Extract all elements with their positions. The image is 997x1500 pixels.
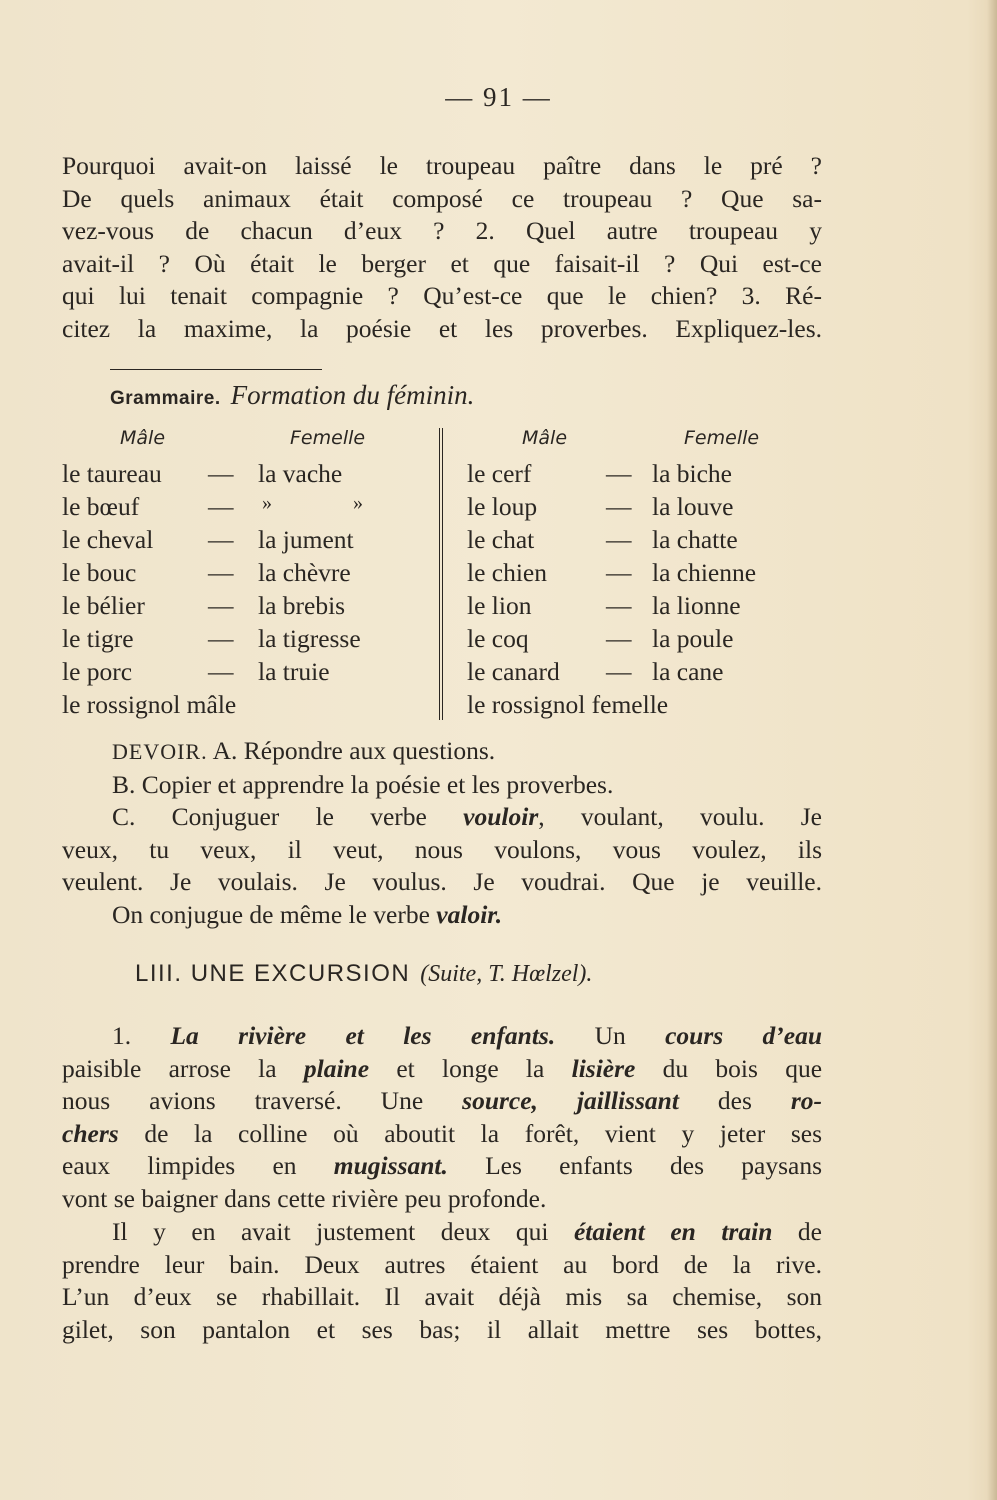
left-male-cell: le porc bbox=[62, 657, 133, 686]
page-edge-shadow bbox=[987, 0, 997, 1500]
right-female-cell: la lionne bbox=[652, 591, 741, 620]
devoir-c-verb: vouloir bbox=[463, 802, 539, 832]
lesson-heading bbox=[135, 960, 592, 988]
questions-line: qui lui tenait compagnie ? Qu’est-ce que le chien? 3. Ré- bbox=[62, 281, 822, 311]
p2-term: étaient en train bbox=[573, 1217, 773, 1246]
right-female-cell: la poule bbox=[652, 624, 734, 653]
p1-term: source, jaillissant bbox=[462, 1086, 679, 1116]
p1-term: lisière bbox=[571, 1053, 636, 1083]
lesson-paragraph-1 bbox=[62, 1020, 822, 1216]
devoir-c-post: , voulant, voulu. Je bbox=[538, 802, 822, 832]
p1-text: du bois que bbox=[662, 1053, 823, 1083]
dash: — bbox=[606, 591, 632, 620]
left-header-female: Femelle bbox=[290, 427, 366, 449]
grammar-label: Grammaire. bbox=[110, 388, 221, 409]
grammar-title bbox=[110, 380, 474, 411]
p1-term: mugissant. bbox=[333, 1151, 448, 1181]
right-male-cell: le loup bbox=[467, 492, 538, 521]
p2-line1 bbox=[62, 1216, 822, 1249]
dash: — bbox=[606, 558, 632, 587]
left-header-male: Mâle bbox=[120, 427, 166, 449]
devoir-a-line bbox=[62, 735, 822, 769]
p2-line3: L’un d’eux se rhabillait. Il avait déjà mis sa chemise, son bbox=[62, 1282, 822, 1312]
p1-line6: vont se baigner dans cette rivière peu profonde. bbox=[62, 1183, 547, 1213]
p2-line2: prendre leur bain. Deux autres étaient au bord de la rive. bbox=[62, 1249, 822, 1279]
p1-text: eaux limpides en bbox=[62, 1151, 297, 1181]
p1-text: et longe la bbox=[396, 1053, 545, 1083]
left-female-cell: la brebis bbox=[258, 591, 346, 620]
devoir-c-line bbox=[62, 801, 822, 834]
devoir-b: B. Copier et apprendre la poésie et les proverbes. bbox=[112, 769, 614, 799]
p1-text: de la colline où aboutit la forêt, vient y jeter ses bbox=[144, 1118, 822, 1148]
devoir-d-line bbox=[62, 899, 822, 932]
devoir-label: DEVOIR. bbox=[112, 739, 208, 764]
dash: — bbox=[208, 558, 234, 587]
questions-line: Pourquoi avait-on laissé le troupeau paître dans le pré ? bbox=[62, 151, 822, 180]
devoir-c-pre: C. Conjuguer le verbe bbox=[112, 802, 427, 832]
p1-term: ro- bbox=[790, 1086, 823, 1116]
p1-line3 bbox=[62, 1085, 822, 1118]
p1-line5 bbox=[62, 1150, 822, 1183]
questions-line: De quels animaux était composé ce troupeau ? Que sa- bbox=[62, 183, 822, 213]
dash: — bbox=[208, 459, 234, 488]
left-female-cell: la vache bbox=[258, 459, 343, 488]
page-number: — 91 — bbox=[445, 82, 552, 112]
devoir-d-verb: valoir. bbox=[436, 899, 503, 929]
right-male-cell: le lion bbox=[467, 591, 532, 620]
right-female-cell: la cane bbox=[652, 657, 724, 686]
left-male-cell: le taureau bbox=[62, 459, 162, 488]
right-male-cell: le chien bbox=[467, 558, 547, 587]
devoir-d-pre: On conjugue de même le verbe bbox=[112, 899, 430, 929]
questions-paragraph bbox=[62, 150, 822, 346]
questions-line: vez-vous de chacun d’eux ? 2. Quel autre troupeau y bbox=[62, 216, 822, 246]
left-male-cell: le bouc bbox=[62, 558, 137, 587]
left-female-cell: la chèvre bbox=[258, 558, 351, 587]
left-female-cell: la jument bbox=[258, 525, 354, 554]
grammar-subtitle: Formation du féminin. bbox=[230, 380, 475, 410]
dash: — bbox=[208, 657, 234, 686]
p1-text: des bbox=[717, 1086, 752, 1116]
p1-term: plaine bbox=[303, 1053, 370, 1083]
dash: — bbox=[208, 492, 234, 521]
left-female-cell: la tigresse bbox=[258, 624, 361, 653]
right-header-female: Femelle bbox=[684, 427, 760, 449]
p1-text: Les enfants des paysans bbox=[485, 1151, 823, 1181]
dash: — bbox=[208, 591, 234, 620]
dash: — bbox=[208, 525, 234, 554]
left-last-row: le rossignol mâle bbox=[62, 690, 237, 719]
p1-line4 bbox=[62, 1118, 822, 1151]
devoir-c-line3: veulent. Je voulais. Je voulus. Je voudrai. Que je veuille. bbox=[62, 867, 822, 897]
left-female-cell: » » bbox=[262, 492, 363, 514]
dash: — bbox=[606, 657, 632, 686]
p1-line1 bbox=[62, 1020, 822, 1053]
p1-line2 bbox=[62, 1053, 822, 1086]
right-female-cell: la chienne bbox=[652, 558, 757, 587]
right-male-cell: le chat bbox=[467, 525, 535, 554]
p2-line4: gilet, son pantalon et ses bas; il allait mettre ses bottes, bbox=[62, 1314, 822, 1344]
right-male-cell: le coq bbox=[467, 624, 529, 653]
table-double-rule bbox=[439, 428, 443, 720]
right-female-cell: la louve bbox=[652, 492, 734, 521]
questions-line: citez la maxime, la poésie et les proverbes. Expliquez-les. bbox=[62, 313, 822, 343]
p1-title: La rivière et les enfants. bbox=[170, 1021, 556, 1050]
p1-text: paisible arrose la bbox=[62, 1053, 277, 1083]
p1-term: chers bbox=[62, 1118, 119, 1148]
right-last-row: le rossignol femelle bbox=[467, 690, 669, 719]
p2-text: de bbox=[797, 1217, 822, 1246]
p1-text: Un bbox=[594, 1021, 626, 1050]
right-header-male: Mâle bbox=[522, 427, 568, 449]
dash: — bbox=[208, 624, 234, 653]
devoir-a: A. Répondre aux questions. bbox=[212, 736, 496, 765]
p2-text: Il y en avait justement deux qui bbox=[112, 1217, 549, 1246]
right-male-cell: le canard bbox=[467, 657, 560, 686]
devoir-c-line2: veux, tu veux, il veut, nous voulons, vous voulez, ils bbox=[62, 834, 822, 864]
dash: — bbox=[606, 624, 632, 653]
questions-line: avait-il ? Où était le berger et que faisait-il ? Qui est-ce bbox=[62, 248, 822, 278]
right-male-cell: le cerf bbox=[467, 459, 532, 488]
dash: — bbox=[606, 525, 632, 554]
right-female-cell: la chatte bbox=[652, 525, 738, 554]
left-male-cell: le bélier bbox=[62, 591, 145, 620]
left-male-cell: le tigre bbox=[62, 624, 134, 653]
dash: — bbox=[606, 492, 632, 521]
p1-term: cours d’eau bbox=[665, 1021, 823, 1050]
lesson-source: (Suite, T. Hœlzel). bbox=[420, 961, 593, 987]
dash: — bbox=[606, 459, 632, 488]
p1-text: nous avions traversé. Une bbox=[62, 1086, 424, 1116]
left-female-cell: la truie bbox=[258, 657, 330, 686]
right-female-cell: la biche bbox=[652, 459, 732, 488]
section-divider bbox=[110, 369, 322, 370]
devoir-section bbox=[62, 735, 822, 932]
left-male-cell: le bœuf bbox=[62, 492, 140, 521]
lesson-title: LIII. UNE EXCURSION bbox=[135, 960, 411, 987]
left-male-cell: le cheval bbox=[62, 525, 154, 554]
lesson-paragraph-2 bbox=[62, 1216, 822, 1346]
p1-number: 1. bbox=[112, 1021, 132, 1050]
